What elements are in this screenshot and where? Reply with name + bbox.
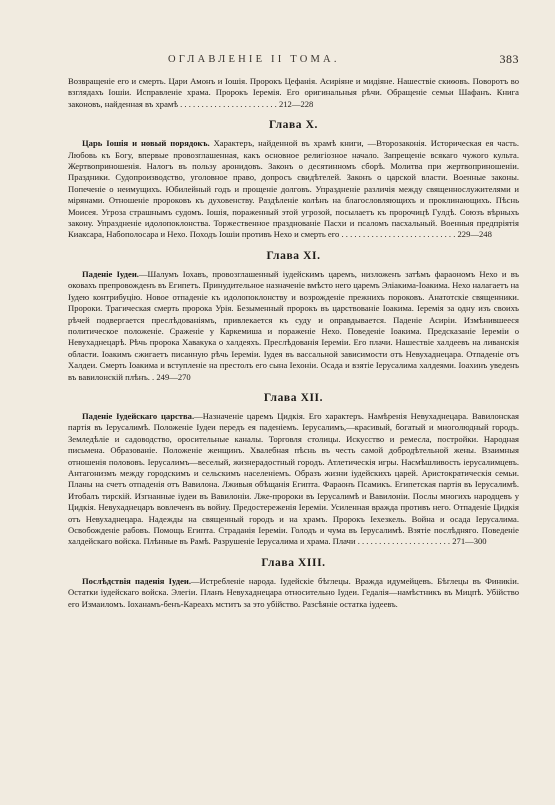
chapter-text-xi: —Шалумъ Іохавъ, провозглашенный іудейскимъ царемъ, низложенъ затѣмъ фараономъ Нехо и въ оковахъ препровожденъ въ Египетъ. Принудительное назначеніе вмѣсто него царемъ Эліакима-Іоакима. Нехо налагаетъ на Іудею контрибуцію. Новое отпаденіе къ идолопоклонству и возрожденіе прежнихъ пороковъ. Анатотскіе священники. Пророки. Трагическая смерть пророка Урія. Безыменный пророкъ въ царствованіе Іоакима. Іеремія за одну изъ своихъ рѣчей подвергается преслѣдованіямъ, привлекается къ суду и оправдывается. Паденіе Асиріи. Измѣнившееся политическое положеніе. Сраженіе у Каркемиша и пораженіе Нехо. Поведеніе Іоакима. Предсказаніе Іереміи о Невухаднецарѣ. Рѣчь пророка Хавакука о халдеяхъ. Преслѣдованія Іереміи. Его плачи. Нашествіе халдеевъ на ливанскія области. Іоакимъ сжигаетъ писанную рѣчь Іереміи. Іудея въ вассальной зависимости отъ Невухаднецара. Отпаденіе отъ Халдеи. Смерть Іоакима и вступленіе на престолъ его сына Іехоніи. Осада и взятіе Іерусалима халдеями. Іоахинъ уведенъ въ вавилонскій плѣнъ. . 249—270 — [68, 268, 519, 382]
chapter-lead-xi: Паденіе Іудеи. — [82, 268, 139, 279]
chapter-text-x: Характеръ, найденной въ храмѣ книги, —Второзаконія. Историческая ея часть. Любовь къ Богу, впервые провозглашенная, какъ основное религіозное начало. Запрещеніе всякаго чужого культа. Жертвоприношенія. Налогъ въ пользу аронидовъ. Законъ о десятинномъ сборѣ. Молитва при жертвоприношеніи. Праздники. Судопроизводство, уголовное право, допросъ свидѣтелей. Законъ о царской власти. Военные законы. Попеченіе о неимущихъ. Юбилейный годъ и прощеніе долговъ. Упраздненіе различія между священнослужителями и мірянами. Отношеніе пророковъ къ духовенству. Раздѣленіе колѣнъ на благословляющихъ и проклинающихъ. Пѣснь Моисея. Угроза страшнымъ судомъ. Іошія, пораженный этой угрозой, посылаетъ къ пророчицѣ Гулдѣ. Союзъ вѣрныхъ закону. Упраздненіе идолопоклонства. Торжественное празднованіе Пасхи и псаломъ пасхальный. Военныя предпріятія Киаксара, Набополосара и Нехо. Походъ Іошіи противъ Нехо и смерть его . . . . . . . . . . . . . . . . . . . . . . . . . . . 229—248 — [68, 138, 519, 240]
running-title: ОГЛАВЛЕНІЕ II ТОМА. — [168, 54, 340, 65]
chapter-lead-x: Царь Іошія и новый порядокъ. — [82, 138, 210, 149]
chapter-heading-x: Глава X. — [268, 119, 319, 132]
chapter-text-xiii: —Истребленіе народа. Іудейскіе бѣглецы. Вражда идумейцевъ. Бѣглецы въ Финикіи. Остатки іудейскаго войска. Элегіи. Планъ Невухаднецара относительно Іудеи. Гедалія—намѣстникъ въ Мицпѣ. Убійство его Измаиломъ. Іоханамъ-бенъ-Кареахъ мститъ за это убійство. Разсѣяніе остатка іудеевъ. — [68, 575, 519, 609]
continued-paragraph: Возвращеніе его и смерть. Цари Амонъ и Іошія. Пророкъ Цефанія. Асирiяне и мидiяне. Нашествіе скиѳовъ. Поворотъ во взглядахъ Іошіи. Исправленіе храма. Пророкъ Іеремія. Его оригинальныя рѣчи. Обращеніе семьи Шафанъ. Книга законовъ, найденная въ храмѣ . . . . . . . . . . . . . . . . . . . . . . . 212—228 — [68, 76, 519, 109]
running-head — [68, 54, 519, 68]
contents-body — [68, 76, 519, 610]
chapter-text-xii: —Назначеніе царемъ Цидкія. Его характеръ. Намѣренія Невухаднецара. Вавилонская партія въ Іерусалимѣ. Положеніе Іудеи передъ ея паденіемъ. Іерусалимъ,—красивый, богатый и многолюдный городъ. Земледѣліе и садоводство, оросительные каналы. Торговля столицы. Искусство и ремесла, постройки. Народная письмена. Образованіе. Положеніе женщинъ. Хвалебная пѣснь въ честь самой добродѣтельной жены. Взаимныя отношенія полововъ. Іерусалимъ—веселый, жизнерадостный городъ. Атлетическія игры. Насмѣшливость іерусалимцевъ. Антагонизмъ между городскимъ и сельскимъ населеніемъ. Образъ жизни іудейскихъ царей. Аристократическія семьи. Планы на счетъ отпаденія отъ Вавилона. Лживыя обѣщанія Египта. Фараонъ Псамикъ. Египетская партія въ Іерусалимѣ. Итобалъ тирскій. Изгнанные іудеи въ Вавилоніи. Лже-пророки въ Іерусалимѣ и Вавилоніи. Послы многихъ народцевъ у Цидкія. Невухаднецаръ вовлеченъ въ войну. Предостереженія Іереміи. Усиленная вражда противъ него. Отпаденіе Цидкія отъ Невухаднецара. Надежды на священный городъ и на храмъ. Пророкъ Іехезкель. Война и осада Іерусалима. Освобожденіе рабовъ. Помощь Египта. Страданія Іереміи. Голодъ и чума въ Іерусалимѣ. Взятіе послѣдняго. Поведеніе халдейскаго войска. Плѣнные въ Рамѣ. Разрушеніе Іерусалима и храма. Плачи . . . . . . . . . . . . . . . . . . . . . . 271—300 — [68, 410, 519, 547]
chapter-summary-xiii — [68, 576, 519, 610]
chapter-heading-xii: Глава XII. — [263, 391, 324, 404]
chapter-heading-xiii: Глава XIII. — [261, 556, 326, 569]
chapter-lead-xiii: Послѣдствія паденія Іудеи. — [82, 575, 192, 586]
chapter-summary-xii — [68, 411, 519, 548]
chapter-summary-x — [68, 138, 519, 241]
chapter-summary-xi — [68, 269, 519, 383]
chapter-heading-xi: Глава XI. — [266, 249, 321, 262]
chapter-lead-xii: Паденіе Іудейскаго царства. — [82, 410, 195, 421]
page-number: 383 — [499, 52, 519, 66]
